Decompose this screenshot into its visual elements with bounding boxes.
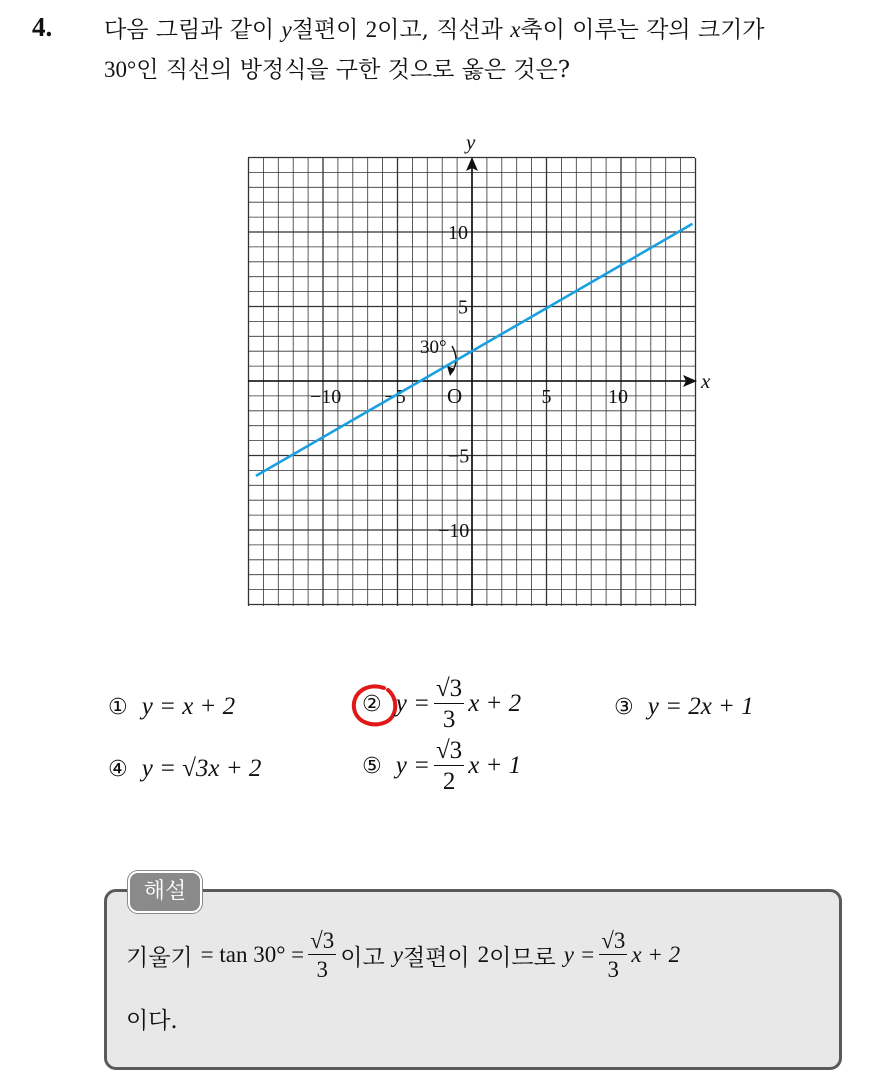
q-angle-value: 30 xyxy=(104,57,127,82)
choice-number: ④ xyxy=(108,756,128,782)
axes xyxy=(248,157,697,606)
choice-number: ① xyxy=(108,694,128,720)
solution-text: 이므로 xyxy=(489,944,556,971)
q-text-part: 인 직선의 방정식을 구한 것으로 옳은 것은? xyxy=(136,57,571,83)
choice-equation: y = x + 2 xyxy=(141,693,236,720)
solution-var-y: y xyxy=(392,942,403,967)
solution-line-2: 이다. xyxy=(126,1008,178,1034)
y-tick-label: −5 xyxy=(448,445,470,468)
solution-equation-rhs: x + 2 xyxy=(631,942,681,967)
q-text-part: 절편이 xyxy=(291,17,366,43)
choice-5[interactable] xyxy=(362,738,521,794)
choice-number: ② xyxy=(362,691,382,717)
y-tick-label: 10 xyxy=(448,222,468,244)
choice-fraction xyxy=(434,676,464,732)
choice-lhs: y = xyxy=(395,752,430,779)
tick-labels xyxy=(310,222,628,542)
fraction-denominator: 3 xyxy=(607,957,620,982)
fraction-numerator: √3 xyxy=(435,675,463,702)
solution-tag: 해설 xyxy=(128,871,202,913)
choice-2[interactable] xyxy=(362,676,521,732)
solution-number: 2 xyxy=(477,942,490,967)
y-tick-label: 5 xyxy=(458,296,468,319)
question-number: 4. xyxy=(32,12,53,42)
choice-rhs: x + 2 xyxy=(468,690,522,717)
y-axis-label: y xyxy=(466,130,476,154)
fraction-denominator: 2 xyxy=(442,768,456,795)
fraction-numerator: √3 xyxy=(310,928,335,953)
x-tick-label: −5 xyxy=(384,386,406,408)
angle-label: 30° xyxy=(420,337,447,358)
solution-text: 절편이 xyxy=(402,944,470,971)
q-var-y: y xyxy=(281,17,292,42)
q-text-part: 축이 이루는 각의 크기가 xyxy=(520,17,765,43)
solution-fraction xyxy=(599,929,627,981)
x-axis-label: x xyxy=(701,369,711,393)
choice-number: ③ xyxy=(614,694,634,720)
choice-1[interactable] xyxy=(108,693,235,721)
origin-label: O xyxy=(447,384,463,408)
choice-4[interactable] xyxy=(108,755,261,783)
solution-line-1 xyxy=(126,929,680,981)
solution-text: 기울기 xyxy=(126,944,193,971)
q-text-part: 이고, 직선과 xyxy=(377,17,511,43)
solution-equation: = tan 30° = xyxy=(200,942,305,967)
q-var-x: x xyxy=(510,17,521,42)
choice-equation: y = 2x + 1 xyxy=(647,693,754,720)
choice-number: ⑤ xyxy=(362,753,382,779)
fraction-denominator: 3 xyxy=(442,706,456,733)
solution-fraction xyxy=(308,929,336,981)
y-tick-label: −10 xyxy=(438,520,470,542)
choice-rhs: x + 1 xyxy=(468,752,522,779)
fraction-numerator: √3 xyxy=(601,928,626,953)
x-tick-label: 10 xyxy=(608,386,628,408)
x-tick-label: 5 xyxy=(541,386,552,408)
choice-equation: y = √3x + 2 xyxy=(141,755,262,782)
choice-fraction xyxy=(434,738,464,794)
q-number-2: 2 xyxy=(365,17,378,42)
fraction-numerator: √3 xyxy=(435,737,463,764)
choice-3[interactable] xyxy=(614,693,754,721)
solution-equation-lhs: y = xyxy=(563,942,596,967)
q-text-part: 다음 그림과 같이 xyxy=(104,17,282,43)
q-degree: ° xyxy=(127,57,137,82)
x-tick-label: −10 xyxy=(310,386,342,408)
choice-lhs: y = xyxy=(395,690,430,717)
fraction-denominator: 3 xyxy=(316,957,328,982)
solution-text: 이고 xyxy=(340,944,385,971)
